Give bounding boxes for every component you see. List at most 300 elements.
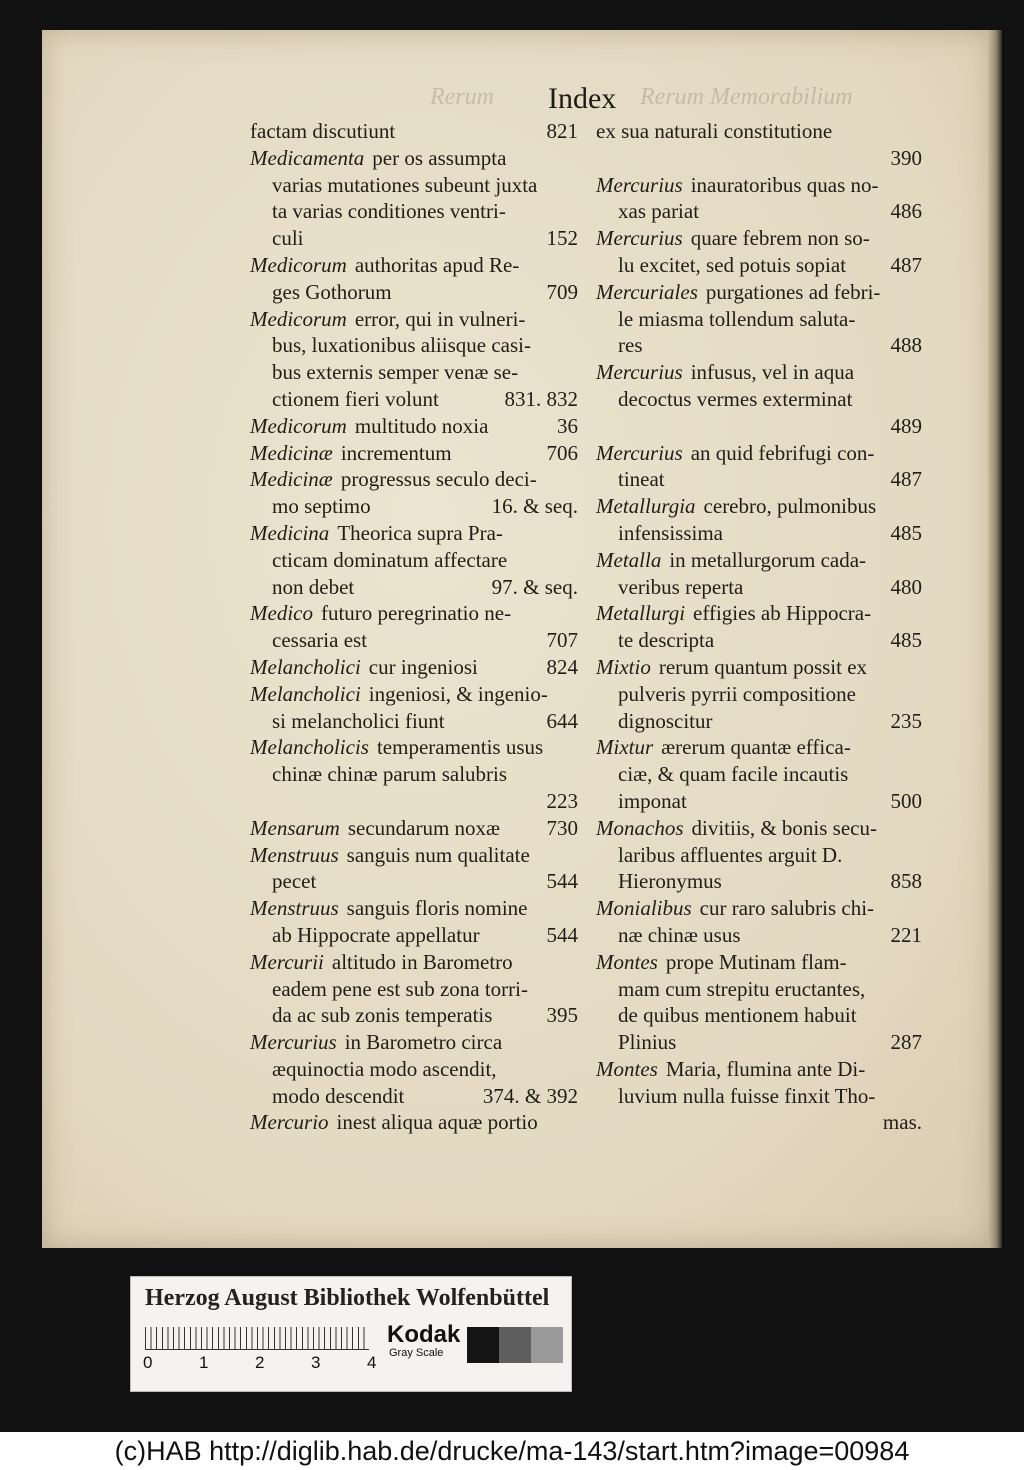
index-text [272,198,506,225]
index-entry [250,520,578,600]
index-keyword: Medico [250,601,313,626]
index-line [596,145,922,172]
index-line-text: mam cum strepitu eructantes, [618,976,866,1001]
index-keyword: Mixtio [596,654,651,679]
index-text [618,922,741,949]
index-entry [250,1029,578,1109]
index-line-text: xas pariat [618,199,700,224]
index-line-text: mo septimo [272,494,371,519]
index-keyword: Medicorum [250,306,347,331]
index-text [596,359,854,386]
page-reference: 831. 832 [504,386,578,411]
index-text [596,225,870,252]
index-line [596,895,922,922]
index-line [250,1083,578,1110]
index-text [618,868,722,895]
index-text [596,118,832,145]
index-line-text: cur raro salubris chi- [699,896,875,921]
index-line [250,520,578,547]
index-text [618,1083,875,1110]
index-line-text: ta varias conditiones ventri- [272,199,506,224]
index-line [596,708,922,735]
index-line [250,279,578,306]
index-line [250,895,578,922]
index-text [618,1002,857,1029]
index-text [618,976,865,1003]
index-line [250,949,578,976]
ruler-number: 1 [199,1353,209,1372]
index-keyword: Melancholici [250,681,361,706]
index-entry [250,440,578,467]
index-text [618,708,713,735]
index-entry [250,252,578,306]
index-line-text: cticam dominatum affectare [272,547,508,572]
index-text [596,600,871,627]
index-line [250,976,578,1003]
kodak-logo: Kodak [387,1321,461,1348]
index-line-text: dignoscitur [618,708,713,733]
index-line-text: infusus, vel in aqua [690,360,855,385]
index-line-text: progressus seculo deci- [340,467,537,492]
index-line-text: chinæ chinæ parum salubris [272,762,508,787]
page-reference: 480 [890,574,922,599]
index-keyword: Medicina [250,520,330,545]
index-line-text: de quibus mentionem habuit [618,1003,857,1028]
index-entry [596,493,922,547]
index-line-text: mas. [882,1110,922,1135]
index-line-text: rerum quantum possit ex [658,654,868,679]
index-line [250,708,578,735]
index-text [618,681,856,708]
index-keyword: Montes [596,949,658,974]
index-text [272,332,531,359]
index-text [272,172,537,199]
index-text [272,225,304,252]
index-line-text: quare febrem non so- [690,226,870,251]
index-entry [596,815,922,895]
index-line-text: an quid febrifugi con- [690,440,875,465]
index-text [272,976,528,1003]
page-reference: 487 [890,467,922,492]
page-reference: 235 [890,708,922,733]
page-reference: 858 [890,869,922,894]
index-line [250,413,578,440]
page-reference: 644 [546,708,578,733]
index-keyword: Monialibus [596,896,692,921]
index-line [596,225,922,252]
index-line-text: purgationes ad febri- [705,279,881,304]
index-keyword: Metalla [596,547,662,572]
index-text [272,761,507,788]
index-text [596,949,847,976]
index-keyword: Metallurgia [596,494,696,519]
index-line-text: ciæ, & quam facile incautis [618,762,849,787]
index-line [596,627,922,654]
index-line-text: lu excitet, sed potuis sopiat [618,252,847,277]
index-line-text: culi [272,226,304,251]
index-line-text: prope Mutinam flam- [665,949,847,974]
index-entry [596,1056,922,1136]
index-line-text: tineat [618,467,665,492]
index-text [272,922,480,949]
index-keyword: Mercurius [596,226,683,251]
ruler-number: 3 [311,1353,321,1372]
page-reference: 488 [890,333,922,358]
bleed-through-left: Rerum [430,84,494,110]
index-line [596,1083,922,1110]
index-line [250,842,578,869]
index-keyword: Mercurii [250,949,324,974]
index-entry [596,734,922,814]
index-line [596,466,922,493]
page-reference: 707 [546,628,578,653]
page-reference: 97. & seq. [491,574,578,599]
page-reference: 500 [890,788,922,813]
index-line-text: altitudo in Barometro [331,949,513,974]
page-reference: 36 [557,413,578,438]
index-text [596,654,867,681]
index-line [596,600,922,627]
page-reference: 544 [546,869,578,894]
index-line [596,252,922,279]
page-reference: 824 [546,654,578,679]
index-line [250,172,578,199]
copyright-footer: (c)HAB http://diglib.hab.de/drucke/ma-143/start.htm?image=00984 [0,1432,1024,1470]
ruler-number: 4 [367,1353,377,1372]
index-line [596,842,922,869]
index-text [618,761,848,788]
index-line [250,145,578,172]
index-text [250,895,528,922]
index-line [596,306,922,333]
index-line [596,359,922,386]
index-keyword: Mercurius [250,1030,337,1055]
index-keyword: Metallurgi [596,601,686,626]
page-reference: 485 [890,520,922,545]
index-line [250,681,578,708]
ruler-number: 0 [143,1353,153,1372]
index-line-text: ingeniosi, & ingenio- [368,681,548,706]
index-text [272,868,316,895]
index-text [250,306,525,333]
index-text [596,493,876,520]
index-entry [250,949,578,1029]
index-text [618,252,846,279]
index-text [250,145,506,172]
index-line-text: infensissima [618,520,723,545]
page-reference: 374. & 392 [482,1083,578,1108]
index-text [250,466,537,493]
index-line [250,654,578,681]
index-text [618,520,723,547]
index-line-text: imponat [618,788,687,813]
index-line [596,440,922,467]
page-reference: 152 [546,226,578,251]
index-line [250,1029,578,1056]
index-line [596,1056,922,1083]
index-line-text: incrementum [340,440,452,465]
index-entry [596,172,922,226]
page-reference: 287 [890,1030,922,1055]
index-entry [250,145,578,252]
index-line [596,172,922,199]
index-line-text: Plinius [618,1030,677,1055]
index-entry [596,600,922,654]
bleed-through-right: Rerum Memorabilium [640,84,853,110]
index-keyword: Medicinæ [250,440,333,465]
index-text [272,574,354,601]
index-line [596,279,922,306]
index-line-text: cerebro, pulmonibus [703,494,877,519]
index-text [250,118,395,145]
index-text [250,1029,502,1056]
index-line [596,949,922,976]
index-text [272,493,371,520]
index-text [596,734,851,761]
index-entry [250,600,578,654]
index-keyword: Melancholicis [250,735,369,760]
index-line [250,761,578,788]
index-keyword: Medicorum [250,252,347,277]
index-entry [250,118,578,145]
index-entry [596,895,922,949]
index-line-text: bus externis semper venæ se- [272,360,519,385]
index-line [250,734,578,761]
index-text [250,252,519,279]
index-line [250,440,578,467]
ruler-number: 2 [255,1353,265,1372]
index-text [272,1056,497,1083]
index-line-text: te descripta [618,628,715,653]
index-line [596,520,922,547]
index-line [250,359,578,386]
index-text [618,842,842,869]
gray-swatch-black [467,1327,499,1363]
index-entry [596,949,922,1056]
index-text [596,895,874,922]
index-text [618,306,855,333]
index-line [250,306,578,333]
index-line-text: pecet [272,869,317,894]
index-line-text: Maria, flumina ante Di- [665,1056,866,1081]
index-line [596,788,922,815]
index-line [250,118,578,145]
index-line [596,681,922,708]
page-reference: 706 [546,440,578,465]
index-line-text: res [618,333,643,358]
index-line [596,761,922,788]
index-keyword: Mixtur [596,735,654,760]
index-entry [596,654,922,734]
index-entry [596,547,922,601]
index-line [250,627,578,654]
index-line-text: secundarum noxæ [347,815,501,840]
index-line [596,547,922,574]
index-entry [250,413,578,440]
index-text [596,1056,865,1083]
page-reference: 730 [546,815,578,840]
index-text [272,708,445,735]
gray-scale-label: Gray Scale [389,1347,444,1359]
index-line [596,922,922,949]
index-line [250,1056,578,1083]
index-text [250,600,511,627]
index-line-text: divitiis, & bonis secu- [691,815,877,840]
index-line [596,1029,922,1056]
index-keyword: Montes [596,1056,658,1081]
index-line-text: effigies ab Hippocra- [693,601,872,626]
index-line-text: modo descendit [272,1083,405,1108]
index-text [250,734,543,761]
index-line-text: ærerum quantæ effica- [661,735,851,760]
index-keyword: Mercurius [596,172,683,197]
index-entry [596,359,922,439]
index-keyword: Mercurius [596,360,683,385]
index-line [250,225,578,252]
index-line-text: eadem pene est sub zona torri- [272,976,528,1001]
page-reference: 485 [890,628,922,653]
index-line-text: multitudo noxia [354,413,489,438]
index-line-text: ab Hippocrate appellatur [272,922,480,947]
index-entry [596,118,922,172]
index-line-text: næ chinæ usus [618,922,741,947]
page-reference: 16. & seq. [491,494,578,519]
index-line [250,1002,578,1029]
gray-swatch-dark [499,1327,531,1363]
index-line-text: æquinoctia modo ascendit, [272,1056,497,1081]
gray-swatch-mid [531,1327,563,1363]
index-text [272,1083,404,1110]
index-text [272,627,367,654]
index-line [250,868,578,895]
page-reference: 390 [890,145,922,170]
index-text [272,279,392,306]
index-line-text: in metallurgorum cada- [669,547,867,572]
index-line [250,252,578,279]
library-name: Herzog August Bibliothek Wolfenbüttel [145,1285,550,1311]
index-line [250,198,578,225]
index-line-text: error, qui in vulneri- [354,306,526,331]
index-line [250,788,578,815]
index-line [596,413,922,440]
index-line-text: inauratoribus quas no- [690,172,879,197]
index-line [596,386,922,413]
index-line [250,574,578,601]
index-text [618,1029,676,1056]
page-reference: 486 [890,199,922,224]
index-line [596,654,922,681]
index-entry [250,1109,578,1136]
index-line [250,332,578,359]
index-entry [250,306,578,413]
index-keyword: Medicinæ [250,467,333,492]
index-line-text: Theorica supra Pra- [337,520,503,545]
page-reference: 709 [546,279,578,304]
page-reference: 487 [890,252,922,277]
index-keyword: Menstruus [250,842,339,867]
page-reference: 223 [546,788,578,813]
index-line-text: sanguis num qualitate [346,842,530,867]
index-keyword: Mensarum [250,815,340,840]
index-line-text: non debet [272,574,355,599]
index-text [618,466,665,493]
page-reference: 221 [890,922,922,947]
index-line-text: luvium nulla fuisse finxit Tho- [618,1083,876,1108]
index-entry [596,279,922,359]
index-line-text: da ac sub zonis temperatis [272,1003,493,1028]
index-line-text: cur ingeniosi [368,654,478,679]
index-text [618,386,852,413]
index-line [250,600,578,627]
index-entry [250,815,578,842]
index-text [272,547,507,574]
index-line [596,868,922,895]
index-text [883,1109,922,1136]
index-line [596,574,922,601]
index-line-text: inest aliqua aquæ portio [336,1110,538,1135]
index-text [250,681,548,708]
index-line [596,1109,922,1136]
index-entry [250,681,578,735]
index-line [250,466,578,493]
index-line-text: authoritas apud Re- [354,252,520,277]
index-text [272,386,439,413]
index-text [250,440,452,467]
index-line-text: bus, luxationibus aliisque casi- [272,333,531,358]
index-text [250,842,530,869]
page-reference: 544 [546,922,578,947]
index-line [596,332,922,359]
index-text [618,627,714,654]
index-line-text: varias mutationes subeunt juxta [272,172,538,197]
index-entry [250,654,578,681]
index-entry [250,895,578,949]
index-line-text: in Barometro circa [344,1030,503,1055]
index-text [596,440,874,467]
index-line-text: cessaria est [272,628,368,653]
index-text [618,332,643,359]
index-keyword: Melancholici [250,654,361,679]
index-text [618,788,687,815]
index-text [250,413,488,440]
index-text [250,1109,538,1136]
index-line [596,734,922,761]
page-header: Index [548,82,617,115]
index-line [250,922,578,949]
index-entry [250,466,578,520]
index-line [596,1002,922,1029]
index-line-text: futuro peregrinatio ne- [320,601,512,626]
index-line-text: factam discutiunt [250,119,396,143]
index-text [596,815,877,842]
index-line-text: decoctus vermes exterminat [618,386,853,411]
scale-ruler [145,1327,369,1350]
index-text [596,547,866,574]
index-line-text: si melancholici fiunt [272,708,445,733]
index-text [618,198,699,225]
index-keyword: Mercurio [250,1110,329,1135]
index-keyword: Monachos [596,815,684,840]
index-text [596,279,880,306]
index-line-text: ges Gothorum [272,279,392,304]
index-keyword: Medicamenta [250,145,365,170]
index-line-text: ex sua naturali constitutione [596,119,833,143]
index-keyword: Mercurius [596,440,683,465]
index-column-left [250,118,578,1136]
index-entry [250,842,578,896]
index-entry [596,225,922,279]
index-line [596,118,922,145]
